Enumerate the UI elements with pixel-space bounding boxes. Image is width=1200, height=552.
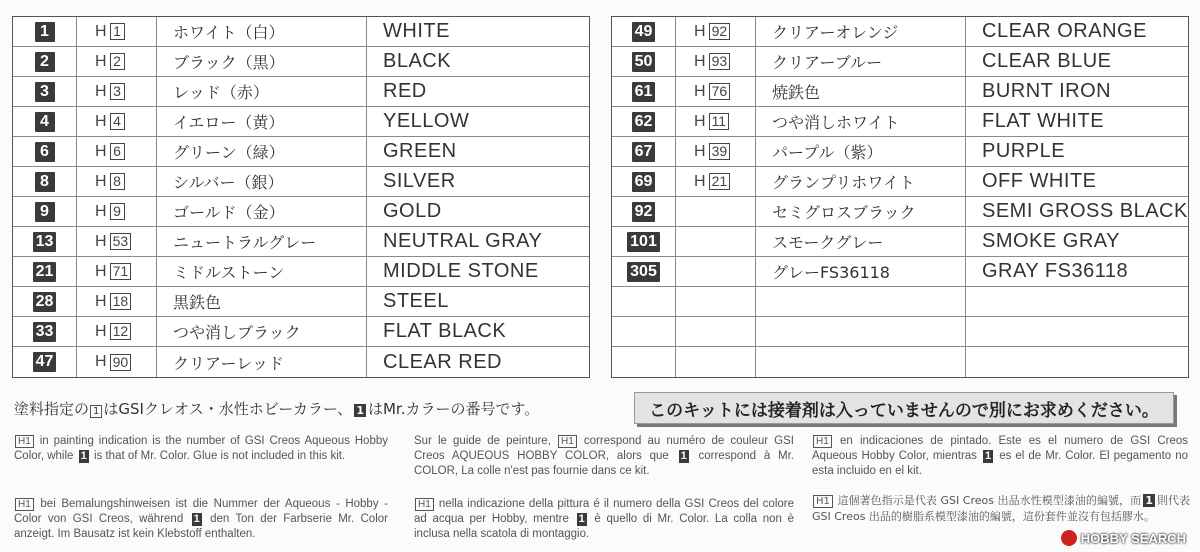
color-row [612,287,1188,317]
color-name-english: NEUTRAL GRAY [383,230,543,252]
color-row [612,107,1188,137]
note-ja-pre: 塗料指定の [14,400,90,418]
color-name-japanese [756,347,966,377]
color-name-japanese: ニュートラルグレー [157,227,367,256]
mr-color-cell [13,137,77,166]
color-row [13,77,589,107]
color-name-english: FLAT WHITE [982,110,1105,132]
color-name-english: GRAY FS36118 [982,260,1129,282]
color-name-japanese: セミグロスブラック [756,197,966,226]
h-color-number: 9 [110,203,125,220]
color-row [612,317,1188,347]
hobby-search-logo-icon [1061,530,1077,546]
h-color-cell [676,287,756,316]
h-prefix: H [95,82,107,100]
color-name-japanese: クリアーオレンジ [756,17,966,46]
mr-color-number: 9 [35,202,55,222]
h-prefix: H [95,172,107,190]
color-row [612,47,1188,77]
h-prefix: H [95,353,107,370]
h-color-number: 1 [110,23,125,40]
h-color-cell [77,227,157,256]
color-row [612,197,1188,227]
mr-color-cell [13,347,77,377]
mr-color-cell [13,17,77,46]
color-row [612,137,1188,167]
mr-color-cell [612,197,676,226]
h-color-cell [77,197,157,226]
color-name-english: GREEN [383,140,457,162]
mr-color-cell [612,257,676,286]
mr-color-number: 49 [632,22,656,42]
color-row [13,47,589,77]
color-name-english [966,287,1188,316]
color-row [13,347,589,377]
mr-color-number: 67 [632,142,656,162]
h-prefix: H [95,232,107,250]
color-name-english: CLEAR RED [383,350,502,373]
h-color-cell [676,167,756,196]
h-color-number: 71 [110,263,132,280]
color-name-english: FLAT BLACK [383,320,507,342]
color-row [13,257,589,287]
mr-color-number: 2 [35,52,55,72]
watermark-text: HOBBY SEARCH [1080,530,1186,546]
h-color-number: 93 [709,53,731,70]
color-name-english: CLEAR BLUE [982,50,1112,72]
mr-color-cell [13,107,77,136]
mr-color-cell [13,167,77,196]
mr-color-cell [13,317,77,346]
color-name-english: PURPLE [982,140,1066,162]
note-italian: H1 nella indicazione della pittura é il numero della GSI Creos del colore ad acqua per Hobby, mentre 1 è quello di Mr. Color. La colla non è inclusa nella scatola di montaggio. [414,498,795,540]
h-color-cell [77,137,157,166]
color-row [612,167,1188,197]
h-color-cell [676,107,756,136]
color-row [13,197,589,227]
color-row [612,257,1188,287]
mr-color-cell [612,167,676,196]
color-row [13,167,589,197]
color-name-japanese: 焼鉄色 [756,77,966,106]
mr-color-cell [13,77,77,106]
mr-code-sample: 1 [356,404,364,417]
h-color-cell [77,47,157,76]
note-german: H1 bei Bemalungshinweisen ist die Nummer der Aqueous - Hobby - Color von GSI Creos, während 1 den Ton der Farbserie Mr. Color anzeigt. Im Bausatz ist kein Klebstoff enthalten. [14,498,389,540]
color-name-japanese: 黒鉄色 [157,287,367,316]
h-color-cell [676,77,756,106]
color-name-japanese [756,317,966,346]
h-color-cell [676,197,756,226]
color-name-japanese: つや消しブラック [157,317,367,346]
h-color-cell [77,317,157,346]
mr-color-number: 69 [632,172,656,192]
mr-color-cell [612,137,676,166]
h-prefix: H [694,82,706,100]
note-ja-mid: はGSIクレオス・水性ホビーカラー、 [103,400,353,418]
h-color-number: 39 [709,143,731,160]
color-name-japanese: グリーン（緑） [157,137,367,166]
color-name-japanese: ホワイト（白） [157,17,367,46]
h-color-cell [77,77,157,106]
color-table-left [12,16,590,378]
color-name-english: STEEL [383,290,449,312]
color-name-japanese: シルバー（銀） [157,167,367,196]
color-row [612,227,1188,257]
mr-color-cell [13,47,77,76]
mr-color-cell [612,347,676,377]
h-color-number: 4 [110,113,125,130]
h-color-cell [676,347,756,377]
mr-color-cell [612,107,676,136]
mr-color-number: 33 [33,322,57,342]
h-color-number: 3 [110,83,125,100]
h-color-cell [676,257,756,286]
color-name-japanese: グランプリホワイト [756,167,966,196]
mr-color-number: 305 [627,262,660,282]
color-name-english: YELLOW [383,110,470,132]
color-name-english: SILVER [383,170,456,192]
note-chinese: H1 這個著色指示是代表 GSI Creos 出品水性模型漆油的編號，而 1 則代表 GSI Creos 出品的樹脂系模型漆油的編號，這份套件並沒有包括膠水。 [812,494,1191,523]
mr-color-number: 1 [35,22,55,42]
h-prefix: H [95,262,107,280]
color-name-japanese: ミドルストーン [157,257,367,286]
color-name-english [966,347,1188,377]
color-name-japanese: パープル（紫） [756,137,966,166]
h-color-cell [77,107,157,136]
color-name-english: SMOKE GRAY [982,230,1120,252]
paint-note-japanese [14,398,539,419]
h-color-number: 6 [110,143,125,160]
color-name-japanese [756,287,966,316]
color-name-english: GOLD [383,200,442,222]
mr-color-number: 61 [632,82,656,102]
color-row [13,17,589,47]
mr-color-cell [13,197,77,226]
color-name-japanese: イエロー（黄） [157,107,367,136]
h-color-cell [676,137,756,166]
mr-color-number: 92 [632,202,656,222]
mr-color-number: 28 [33,292,57,312]
note-ja-post: はMr.カラーの番号です。 [367,400,540,418]
hobby-search-watermark [1061,530,1186,546]
mr-color-cell [13,257,77,286]
color-name-english: CLEAR ORANGE [982,20,1147,42]
color-row [13,287,589,317]
h-color-cell [676,17,756,46]
h-code-sample: 1 [90,405,102,418]
mr-color-cell [612,17,676,46]
h-color-number: 18 [110,293,132,310]
color-name-japanese: グレーFS36118 [756,257,966,286]
color-row [612,77,1188,107]
note-spanish: H1 en indicaciones de pintado. Este es el numero de GSI Creos Aqueous Hobby Color, mientras 1 es el de Mr. Color. El pegamento no esta incluido en el kit. [812,435,1189,477]
color-name-japanese: クリアーレッド [157,347,367,377]
h-color-number: 53 [110,233,132,250]
color-row [13,227,589,257]
color-row [13,107,589,137]
h-color-cell [77,167,157,196]
h-prefix: H [694,142,706,160]
h-color-cell [77,287,157,316]
h-prefix: H [694,112,706,130]
h-color-cell [676,227,756,256]
mr-color-number: 4 [35,112,55,132]
color-name-japanese: レッド（赤） [157,77,367,106]
mr-color-number: 50 [632,52,656,72]
h-prefix: H [694,52,706,70]
mr-color-number: 47 [33,352,57,372]
color-name-japanese: つや消しホワイト [756,107,966,136]
h-prefix: H [694,22,706,40]
mr-color-number: 3 [35,82,55,102]
color-name-english: BURNT IRON [982,80,1112,102]
color-name-english: WHITE [383,20,450,42]
h-color-number: 21 [709,173,731,190]
h-prefix: H [95,202,107,220]
mr-color-cell [612,47,676,76]
h-color-number: 90 [110,354,132,371]
mr-color-cell [13,287,77,316]
color-name-english: BLACK [383,50,452,72]
mr-color-number: 8 [35,172,55,192]
h-color-number: 2 [110,53,125,70]
color-row [612,17,1188,47]
h-prefix: H [95,292,107,310]
h-color-number: 76 [709,83,731,100]
h-color-cell [77,347,157,377]
glue-notice-box [634,392,1174,424]
mr-color-number: 62 [632,112,656,132]
color-name-japanese: ゴールド（金） [157,197,367,226]
color-name-japanese: スモークグレー [756,227,966,256]
color-name-english: SEMI GROSS BLACK [982,200,1188,222]
h-color-number: 12 [110,323,132,340]
mr-color-cell [612,287,676,316]
mr-color-number: 21 [33,262,57,282]
color-table-right [611,16,1189,378]
mr-color-cell [612,77,676,106]
color-name-english [966,317,1188,346]
h-prefix: H [95,22,107,40]
mr-color-cell [612,227,676,256]
h-prefix: H [95,322,107,340]
h-prefix: H [694,172,706,190]
color-name-japanese: クリアーブルー [756,47,966,76]
color-name-japanese: ブラック（黒） [157,47,367,76]
glue-notice-text: このキットには接着剤は入っていませんので別にお求めください。 [649,400,1159,421]
color-name-english: RED [383,80,427,102]
note-english: H1 in painting indication is the number of GSI Creos Aqueous Hobby Color, while 1 is that of Mr. Color. Glue is not included in this kit. [14,435,388,462]
h-prefix: H [95,142,107,160]
color-row [612,347,1188,377]
color-row [13,137,589,167]
h-prefix: H [95,52,107,70]
note-french: Sur le guide de peinture, H1 correspond au numéro de couleur GSI Creos AQUEOUS HOBBY COLOR, alors que 1 correspond à Mr. COLOR, La colle n'est pas fournie dans ce kit. [414,435,794,477]
h-color-cell [77,17,157,46]
h-color-number: 8 [110,173,125,190]
mr-color-number: 6 [35,142,55,162]
mr-color-cell [13,227,77,256]
mr-color-number: 13 [33,232,57,252]
h-color-cell [676,47,756,76]
h-color-number: 92 [709,23,731,40]
h-color-cell [676,317,756,346]
mr-color-cell [612,317,676,346]
h-color-cell [77,257,157,286]
color-name-english: OFF WHITE [982,170,1097,192]
h-prefix: H [95,112,107,130]
mr-color-number: 101 [627,232,660,252]
h-color-number: 11 [709,113,730,130]
color-row [13,317,589,347]
color-name-english: MIDDLE STONE [383,260,539,282]
